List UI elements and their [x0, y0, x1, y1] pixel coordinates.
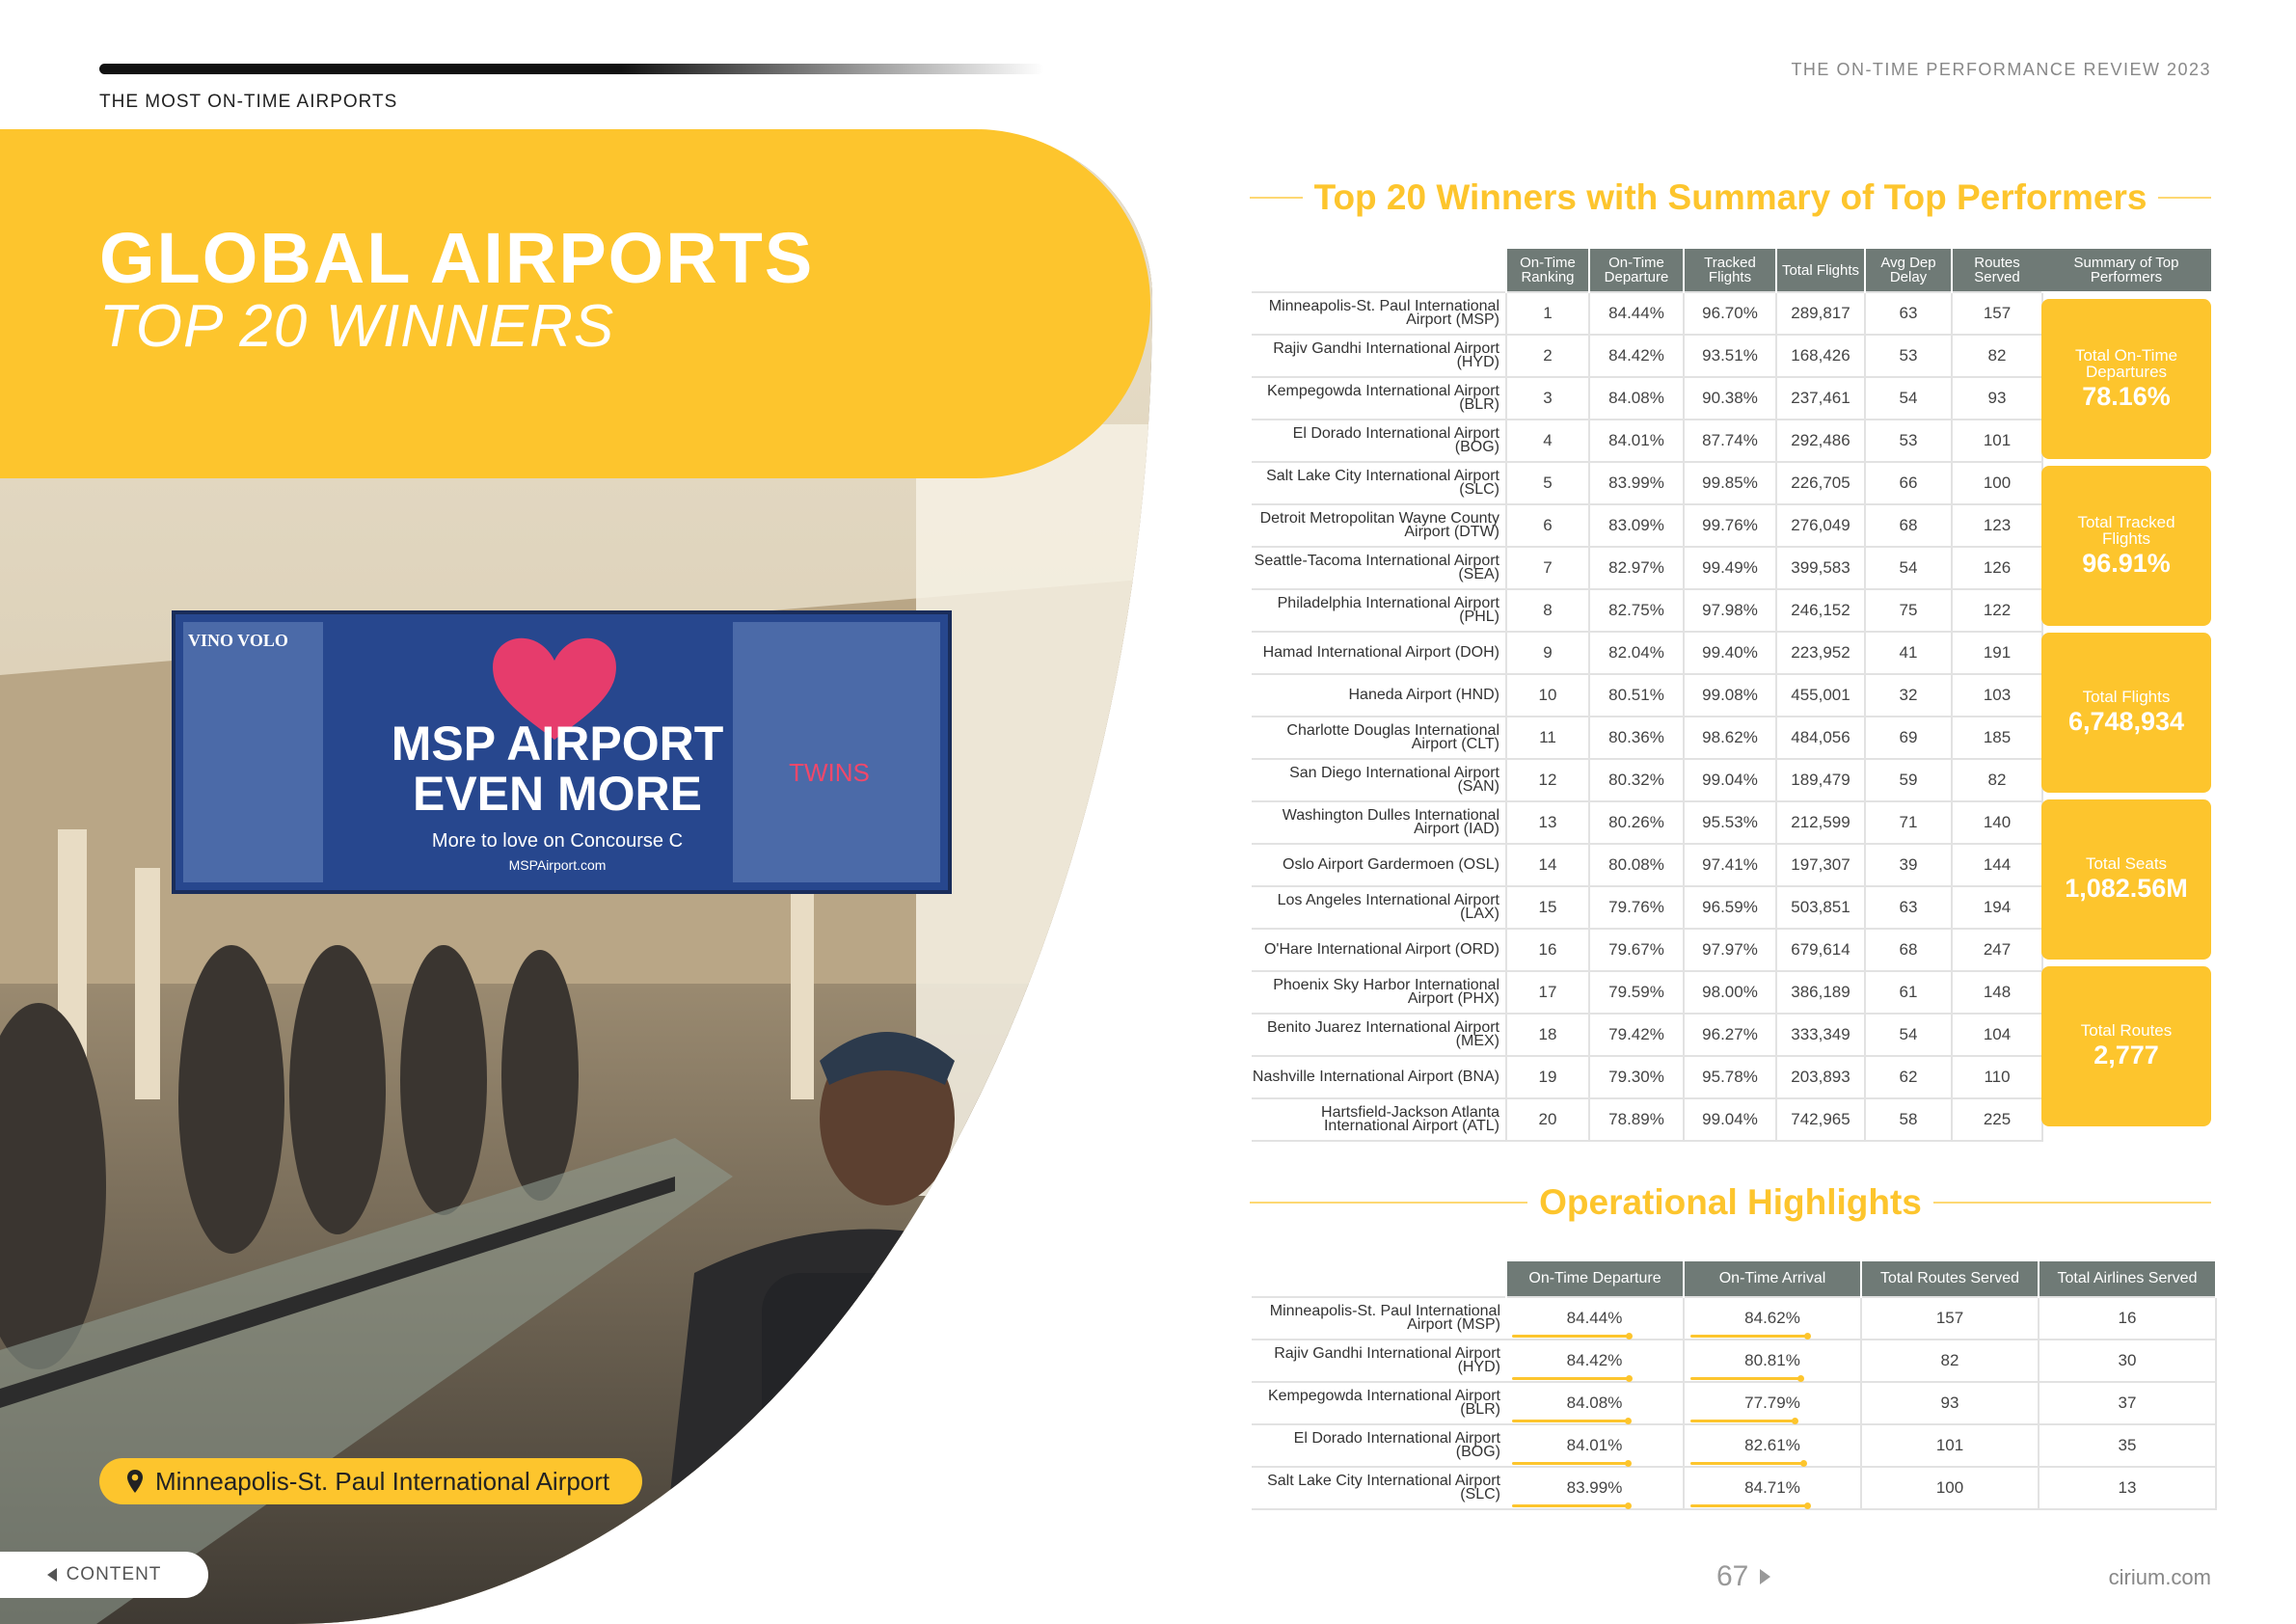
cell-value: 77.79%: [1744, 1394, 1800, 1412]
cell-delay: 53: [1865, 420, 1952, 462]
cell-otd: 80.51%: [1589, 674, 1684, 717]
table-row: [1252, 1014, 2042, 1056]
summary-label: Total Seats: [2085, 854, 2168, 873]
cell-otd: 79.59%: [1589, 971, 1684, 1014]
cell-otd: 83.09%: [1589, 504, 1684, 547]
cell-tracked: 99.76%: [1684, 504, 1776, 547]
cell-dep: [1506, 1467, 1684, 1509]
column-header: On-Time Departure: [1506, 1261, 1684, 1297]
cell-otd: 78.89%: [1589, 1098, 1684, 1141]
cell-tracked: 98.62%: [1684, 717, 1776, 759]
cell-value: 84.01%: [1566, 1436, 1623, 1454]
column-header: Tracked Flights: [1684, 249, 1776, 292]
cell-rank: 20: [1506, 1098, 1589, 1141]
table-header-blank: [1252, 1261, 1506, 1297]
cell-flights: 289,817: [1776, 292, 1865, 335]
progress-bar: [1690, 1377, 1800, 1380]
table-row: [1252, 759, 2042, 801]
column-header: Total Flights: [1776, 249, 1865, 292]
airport-name: Benito Juarez International Airport (MEX): [1252, 1014, 1506, 1056]
page-number-right: 67: [1716, 1560, 1749, 1592]
cell-routes: 157: [1952, 292, 2042, 335]
cell-routes: 93: [1952, 377, 2042, 420]
triangle-right-icon: [1760, 1569, 1770, 1584]
cell-routes: 101: [1952, 420, 2042, 462]
cell-arr: [1684, 1297, 1861, 1340]
cell-delay: 68: [1865, 504, 1952, 547]
sign-headline-2: EVEN MORE: [412, 767, 703, 821]
cell-routes: 122: [1952, 589, 2042, 632]
cell-rank: 2: [1506, 335, 1589, 377]
cell-flights: 292,486: [1776, 420, 1865, 462]
summary-panel: [2041, 299, 2211, 1133]
cell-routes: 110: [1952, 1056, 2042, 1098]
cell-otd: 84.44%: [1589, 292, 1684, 335]
cell-tracked: 99.85%: [1684, 462, 1776, 504]
table-row: [1252, 971, 2042, 1014]
cell-flights: 223,952: [1776, 632, 1865, 674]
cell-dep: [1506, 1297, 1684, 1340]
cell-delay: 75: [1865, 589, 1952, 632]
cell-rank: 15: [1506, 886, 1589, 929]
progress-bar: [1512, 1504, 1628, 1507]
cell-otd: 79.76%: [1589, 886, 1684, 929]
cell-otd: 84.01%: [1589, 420, 1684, 462]
cell-rank: 19: [1506, 1056, 1589, 1098]
cell-flights: 212,599: [1776, 801, 1865, 844]
table-row: [1252, 674, 2042, 717]
progress-bar: [1690, 1420, 1795, 1422]
table-row: [1252, 1382, 2216, 1424]
summary-label: Total On-Time Departures: [2074, 345, 2178, 381]
sign-headline-1: MSP AIRPORT: [391, 717, 724, 771]
cell-otd: 83.99%: [1589, 462, 1684, 504]
cell-value: 100: [1935, 1478, 1964, 1497]
site-link[interactable]: cirium.com: [2108, 1565, 2211, 1589]
top-rule: [99, 64, 1044, 74]
progress-bar: [1512, 1462, 1628, 1465]
table-row: [1252, 1467, 2216, 1509]
cell-delay: 71: [1865, 801, 1952, 844]
cell-delay: 41: [1865, 632, 1952, 674]
cell-delay: 68: [1865, 929, 1952, 971]
cell-rank: 8: [1506, 589, 1589, 632]
airport-name: Salt Lake City International Airport (SLC): [1252, 462, 1506, 504]
cell-value: 16: [2118, 1309, 2137, 1327]
cell-flights: 386,189: [1776, 971, 1865, 1014]
airport-name: Charlotte Douglas International Airport (CLT): [1252, 717, 1506, 759]
column-header: On-Time Arrival: [1684, 1261, 1861, 1297]
cell-airlines: [2039, 1467, 2216, 1509]
table-row: [1252, 420, 2042, 462]
cell-otd: 82.75%: [1589, 589, 1684, 632]
progress-bar: [1690, 1462, 1803, 1465]
cell-dep: [1506, 1340, 1684, 1382]
summary-value: 78.16%: [2082, 381, 2171, 411]
page-number-left: 66: [551, 1560, 583, 1592]
summary-header: Summary of Top Performers: [2041, 249, 2211, 291]
airport-name: Kempegowda International Airport (BLR): [1252, 1382, 1506, 1424]
cell-delay: 63: [1865, 292, 1952, 335]
airport-name: Phoenix Sky Harbor International Airport (PHX): [1252, 971, 1506, 1014]
cell-flights: 226,705: [1776, 462, 1865, 504]
cell-tracked: 97.97%: [1684, 929, 1776, 971]
cell-routes: 103: [1952, 674, 2042, 717]
airport-name: Oslo Airport Gardermoen (OSL): [1252, 844, 1506, 886]
summary-card: [2041, 633, 2211, 793]
airport-name: Rajiv Gandhi International Airport (HYD): [1252, 1340, 1506, 1382]
airport-name: Salt Lake City International Airport (SLC): [1252, 1467, 1506, 1509]
cell-arr: [1684, 1340, 1861, 1382]
summary-card: [2041, 799, 2211, 960]
cell-value: 37: [2118, 1394, 2137, 1412]
cell-rank: 4: [1506, 420, 1589, 462]
cell-tracked: 96.27%: [1684, 1014, 1776, 1056]
cell-rank: 16: [1506, 929, 1589, 971]
cell-routes: 123: [1952, 504, 2042, 547]
column-header: Routes Served: [1952, 249, 2042, 292]
airport-name: Hartsfield-Jackson Atlanta International Airport (ATL): [1252, 1098, 1506, 1141]
table-row: [1252, 589, 2042, 632]
cell-routes: [1861, 1382, 2039, 1424]
cell-rank: 14: [1506, 844, 1589, 886]
cell-delay: 53: [1865, 335, 1952, 377]
content-button-label: CONTENT: [66, 1564, 162, 1584]
table-row: [1252, 844, 2042, 886]
location-pin-icon: [126, 1469, 144, 1494]
table-row: [1252, 504, 2042, 547]
cell-rank: 18: [1506, 1014, 1589, 1056]
airport-name: Rajiv Gandhi International Airport (HYD): [1252, 335, 1506, 377]
cell-value: 82.61%: [1744, 1436, 1800, 1454]
table-row: [1252, 547, 2042, 589]
airport-name: San Diego International Airport (SAN): [1252, 759, 1506, 801]
airport-name: El Dorado International Airport (BOG): [1252, 1424, 1506, 1467]
cell-delay: 62: [1865, 1056, 1952, 1098]
cell-tracked: 95.53%: [1684, 801, 1776, 844]
sign-brand-left: VINO VOLO: [188, 631, 288, 650]
cell-routes: 82: [1952, 335, 2042, 377]
column-header: Total Routes Served: [1861, 1261, 2039, 1297]
cell-otd: 80.36%: [1589, 717, 1684, 759]
cell-otd: 82.97%: [1589, 547, 1684, 589]
cell-dep: [1506, 1424, 1684, 1467]
cell-rank: 9: [1506, 632, 1589, 674]
cell-delay: 54: [1865, 547, 1952, 589]
cell-flights: 197,307: [1776, 844, 1865, 886]
cell-delay: 32: [1865, 674, 1952, 717]
cell-value: 35: [2118, 1436, 2137, 1454]
cell-delay: 69: [1865, 717, 1952, 759]
airport-name: Kempegowda International Airport (BLR): [1252, 377, 1506, 420]
cell-flights: 679,614: [1776, 929, 1865, 971]
cell-routes: 104: [1952, 1014, 2042, 1056]
cell-delay: 58: [1865, 1098, 1952, 1141]
progress-bar: [1512, 1377, 1629, 1380]
location-badge: [99, 1458, 642, 1504]
highlights-heading: [1250, 1182, 2211, 1223]
section-label: THE MOST ON-TIME AIRPORTS: [99, 92, 398, 112]
cell-routes: 191: [1952, 632, 2042, 674]
top20-table: [1252, 249, 2043, 1142]
top20-heading: [1250, 177, 2211, 218]
cell-delay: 66: [1865, 462, 1952, 504]
cell-tracked: 99.04%: [1684, 759, 1776, 801]
cell-flights: 246,152: [1776, 589, 1865, 632]
column-header: On-Time Departure: [1589, 249, 1684, 292]
table-row: [1252, 929, 2042, 971]
highlights-heading-text: Operational Highlights: [1539, 1182, 1922, 1222]
cell-value: 84.08%: [1566, 1394, 1623, 1412]
progress-bar: [1690, 1504, 1807, 1507]
cell-delay: 59: [1865, 759, 1952, 801]
cell-routes: [1861, 1297, 2039, 1340]
table-row: [1252, 462, 2042, 504]
cell-tracked: 99.08%: [1684, 674, 1776, 717]
next-page-link[interactable]: [1716, 1560, 1770, 1593]
cell-rank: 5: [1506, 462, 1589, 504]
sign-tagline: More to love on Concourse C: [431, 830, 684, 852]
cell-tracked: 95.78%: [1684, 1056, 1776, 1098]
cell-otd: 79.30%: [1589, 1056, 1684, 1098]
cell-tracked: 98.00%: [1684, 971, 1776, 1014]
summary-value: 6,748,934: [2067, 707, 2185, 736]
prev-page-link[interactable]: [528, 1560, 582, 1593]
cell-flights: 333,349: [1776, 1014, 1865, 1056]
cell-airlines: [2039, 1424, 2216, 1467]
cell-routes: [1861, 1424, 2039, 1467]
cell-rank: 3: [1506, 377, 1589, 420]
cell-otd: 84.08%: [1589, 377, 1684, 420]
summary-label: Total Tracked Flights: [2077, 512, 2175, 548]
cell-otd: 79.42%: [1589, 1014, 1684, 1056]
airport-name: Hamad International Airport (DOH): [1252, 632, 1506, 674]
cell-tracked: 99.49%: [1684, 547, 1776, 589]
cell-rank: 1: [1506, 292, 1589, 335]
cell-otd: 84.42%: [1589, 335, 1684, 377]
cell-flights: 203,893: [1776, 1056, 1865, 1098]
cell-value: 101: [1935, 1436, 1964, 1454]
cell-routes: [1861, 1467, 2039, 1509]
triangle-left-icon: [528, 1569, 539, 1584]
page-title: GLOBAL AIRPORTS: [99, 218, 815, 298]
table-row: [1252, 1297, 2216, 1340]
heading-rule: [1250, 197, 1303, 199]
cell-rank: 10: [1506, 674, 1589, 717]
page-subtitle: TOP 20 WINNERS: [99, 293, 615, 360]
cell-routes: 126: [1952, 547, 2042, 589]
triangle-left-icon: [47, 1568, 57, 1582]
airport-name: Minneapolis-St. Paul International Airport (MSP): [1252, 292, 1506, 335]
column-header: On-Time Ranking: [1506, 249, 1589, 292]
progress-bar: [1512, 1420, 1628, 1422]
cell-tracked: 99.04%: [1684, 1098, 1776, 1141]
cell-otd: 80.32%: [1589, 759, 1684, 801]
column-header: Avg Dep Delay: [1865, 249, 1952, 292]
airport-name: El Dorado International Airport (BOG): [1252, 420, 1506, 462]
cell-rank: 7: [1506, 547, 1589, 589]
cell-routes: 82: [1952, 759, 2042, 801]
table-header-blank: [1252, 249, 1506, 292]
top20-heading-text: Top 20 Winners with Summary of Top Performers: [1313, 177, 2147, 217]
column-header: Total Airlines Served: [2039, 1261, 2216, 1297]
cell-flights: 503,851: [1776, 886, 1865, 929]
heading-rule: [2158, 197, 2211, 199]
summary-card: [2041, 966, 2211, 1126]
cell-routes: 194: [1952, 886, 2042, 929]
summary-card: [2041, 299, 2211, 459]
cell-value: 13: [2118, 1478, 2137, 1497]
cell-flights: 189,479: [1776, 759, 1865, 801]
airport-name: Los Angeles International Airport (LAX): [1252, 886, 1506, 929]
cell-flights: 484,056: [1776, 717, 1865, 759]
airport-name: Haneda Airport (HND): [1252, 674, 1506, 717]
cell-flights: 399,583: [1776, 547, 1865, 589]
progress-bar: [1690, 1335, 1807, 1338]
cell-flights: 455,001: [1776, 674, 1865, 717]
cell-flights: 237,461: [1776, 377, 1865, 420]
cell-otd: 80.26%: [1589, 801, 1684, 844]
cell-routes: 185: [1952, 717, 2042, 759]
cell-value: 80.81%: [1744, 1351, 1800, 1369]
airport-name: Seattle-Tacoma International Airport (SEA): [1252, 547, 1506, 589]
cell-tracked: 96.70%: [1684, 292, 1776, 335]
cell-routes: 148: [1952, 971, 2042, 1014]
cell-tracked: 99.40%: [1684, 632, 1776, 674]
sign-url: MSPAirport.com: [508, 857, 607, 873]
summary-value: 2,777: [2093, 1041, 2159, 1069]
airport-name: Nashville International Airport (BNA): [1252, 1056, 1506, 1098]
cell-rank: 11: [1506, 717, 1589, 759]
cell-value: 84.44%: [1566, 1309, 1623, 1327]
cell-value: 84.71%: [1744, 1478, 1800, 1497]
cell-otd: 80.08%: [1589, 844, 1684, 886]
cell-routes: 140: [1952, 801, 2042, 844]
table-row: [1252, 335, 2042, 377]
summary-label: Total Routes: [2080, 1021, 2173, 1040]
heading-rule: [1933, 1202, 2211, 1204]
cell-delay: 54: [1865, 377, 1952, 420]
cell-otd: 79.67%: [1589, 929, 1684, 971]
cell-delay: 39: [1865, 844, 1952, 886]
airport-name: Minneapolis-St. Paul International Airport (MSP): [1252, 1297, 1506, 1340]
cell-delay: 63: [1865, 886, 1952, 929]
cell-flights: 742,965: [1776, 1098, 1865, 1141]
airport-name: Philadelphia International Airport (PHL): [1252, 589, 1506, 632]
highlights-table: [1252, 1261, 2217, 1510]
cell-rank: 17: [1506, 971, 1589, 1014]
summary-card: [2041, 466, 2211, 626]
cell-value: 82: [1940, 1351, 1959, 1369]
cell-tracked: 96.59%: [1684, 886, 1776, 929]
table-row: [1252, 886, 2042, 929]
location-label: Minneapolis-St. Paul International Airport: [155, 1466, 610, 1496]
report-title: THE ON-TIME PERFORMANCE REVIEW 2023: [1791, 60, 2211, 79]
cell-tracked: 87.74%: [1684, 420, 1776, 462]
cell-tracked: 97.98%: [1684, 589, 1776, 632]
cell-otd: 82.04%: [1589, 632, 1684, 674]
cell-value: 157: [1935, 1309, 1964, 1327]
cell-airlines: [2039, 1382, 2216, 1424]
cell-flights: 168,426: [1776, 335, 1865, 377]
cell-rank: 6: [1506, 504, 1589, 547]
table-row: [1252, 801, 2042, 844]
summary-value: 1,082.56M: [2065, 874, 2188, 903]
heading-rule: [1250, 1202, 1527, 1204]
cell-delay: 61: [1865, 971, 1952, 1014]
cell-value: 84.62%: [1744, 1309, 1800, 1327]
cell-tracked: 90.38%: [1684, 377, 1776, 420]
table-row: [1252, 292, 2042, 335]
table-row: [1252, 1098, 2042, 1141]
cell-routes: 225: [1952, 1098, 2042, 1141]
table-row: [1252, 1340, 2216, 1382]
cell-dep: [1506, 1382, 1684, 1424]
cell-delay: 54: [1865, 1014, 1952, 1056]
cell-routes: 247: [1952, 929, 2042, 971]
airport-name: Washington Dulles International Airport (IAD): [1252, 801, 1506, 844]
summary-value: 96.91%: [2082, 548, 2171, 578]
cell-tracked: 93.51%: [1684, 335, 1776, 377]
cell-flights: 276,049: [1776, 504, 1865, 547]
cell-tracked: 97.41%: [1684, 844, 1776, 886]
cell-airlines: [2039, 1340, 2216, 1382]
summary-label: Total Flights: [2082, 688, 2171, 706]
cell-value: 83.99%: [1566, 1478, 1623, 1497]
cell-routes: [1861, 1340, 2039, 1382]
table-row: [1252, 717, 2042, 759]
cell-arr: [1684, 1424, 1861, 1467]
cell-arr: [1684, 1467, 1861, 1509]
cell-value: 30: [2118, 1351, 2137, 1369]
table-row: [1252, 632, 2042, 674]
cell-value: 93: [1940, 1394, 1959, 1412]
cell-rank: 13: [1506, 801, 1589, 844]
table-row: [1252, 1056, 2042, 1098]
table-row: [1252, 1424, 2216, 1467]
cell-rank: 12: [1506, 759, 1589, 801]
cell-routes: 100: [1952, 462, 2042, 504]
content-button[interactable]: [0, 1552, 208, 1598]
progress-bar: [1512, 1335, 1629, 1338]
airport-name: O'Hare International Airport (ORD): [1252, 929, 1506, 971]
sign-brand-right: TWINS: [789, 758, 870, 787]
cell-arr: [1684, 1382, 1861, 1424]
table-row: [1252, 377, 2042, 420]
cell-routes: 144: [1952, 844, 2042, 886]
cell-airlines: [2039, 1297, 2216, 1340]
cell-value: 84.42%: [1566, 1351, 1623, 1369]
airport-name: Detroit Metropolitan Wayne County Airport (DTW): [1252, 504, 1506, 547]
